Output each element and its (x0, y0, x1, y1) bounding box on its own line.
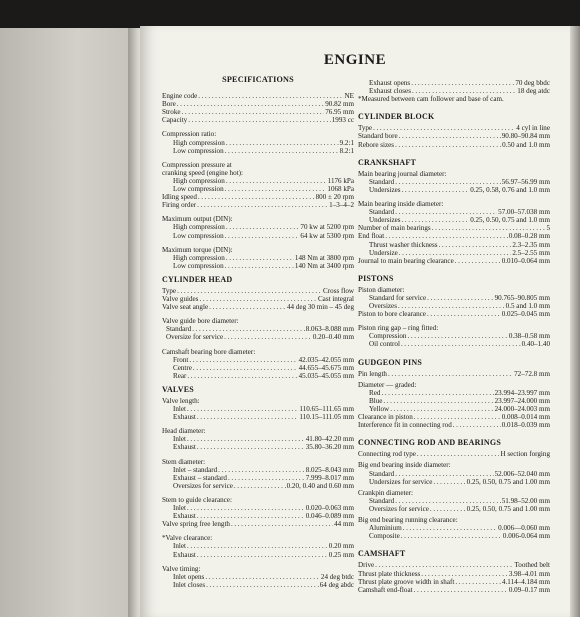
spec-row: Bore ..... 90.82 mm (162, 100, 354, 108)
cylinder-head (162, 287, 354, 311)
spec-row: Valve seat angle ..... 44 deg 30 min – 45 deg (162, 303, 354, 311)
spec-row: Undersizes ..... 0.25, 0.58, 0.76 and 1.0 mm (358, 186, 550, 194)
spec-row: Standard ..... 8.063–8.088 mm (162, 325, 354, 333)
spec-row: Inlet ..... 0.20 mm (162, 542, 354, 550)
spec-row: Stroke ..... 76.95 mm (162, 108, 354, 116)
gudgeon-pins-heading: GUDGEON PINS (358, 357, 422, 367)
page-title: ENGINE (323, 52, 387, 68)
spec-row: Standard ..... 57.00–57.038 mm (358, 208, 550, 216)
spec-row: Number of main bearings ..... 5 (358, 224, 550, 232)
spec-row: Thrust washer thickness ..... 2.3–2.35 mm (358, 241, 550, 249)
spec-row: Clearance in piston ..... 0.008–0.014 mm (358, 413, 550, 421)
stem-diameter: Stem diameter: Inlet – standard ..... 8.025–8.043 mm Exhaust – standard ..... 7.999–8.017 mm Oversizes for service ..... 0.20, 0.40 and 0.60 mm (162, 458, 354, 490)
spec-row: Capacity ..... 1993 cc (162, 116, 354, 124)
spec-row: Type ..... Cross flow (162, 287, 354, 295)
spec-row: Piston to bore clearance ..... 0.025–0.045 mm (358, 310, 550, 318)
spec-row: Connecting rod type ..... H section forging (358, 450, 550, 458)
spec-row: Rear ..... 45.035–45.055 mm (162, 372, 354, 380)
spec-row: Drive ..... Toothed belt (358, 561, 550, 569)
valve-timing: Valve timing: Inlet opens ..... 24 deg btdc Inlet closes ..... 64 deg abdc (162, 565, 354, 589)
spec-row: Camshaft end-float ..... 0.09–0.17 mm (358, 586, 550, 594)
piston-diameter: Piston diameter: Standard for service ..... 90.765–90.805 mm Oversizes ..... 0.5 and 1.0 mm Piston to bore clearance ..... 0.025–0.045 mm (358, 286, 550, 318)
spec-row: Oil control ..... 0.40–1.40 (358, 340, 550, 348)
spec-row: Oversizes for service ..... 0.25, 0.50, 0.75 and 1.00 mm (358, 505, 550, 513)
spec-row: Valve guides ..... Cast integral (162, 295, 354, 303)
ring-gap: Piston ring gap – ring fitted: Compression ..... 0.38–0.58 mm Oil control ..... 0.40–1.40 (358, 324, 550, 348)
camshaft-heading: CAMSHAFT (358, 549, 406, 559)
spec-row: Pin length ..... 72–72.8 mm (358, 370, 550, 378)
spec-row: Thrust plate groove width in shaft ..... 4.114–4.184 mm (358, 578, 550, 586)
connecting-rod-heading: CONNECTING ROD AND BEARINGS (358, 438, 501, 448)
spec-row: Inlet opens ..... 24 deg btdc (162, 573, 354, 581)
spec-row: Thrust plate thickness ..... 3.98–4.01 mm (358, 570, 550, 578)
gudgeon-pins: Pin length ..... 72–72.8 mm Diameter — graded: Red ..... 23.994–23.997 mm Blue ..... 23.997–24.000 mm Yellow ..... 24.000–24.003 mm Clearance in piston ..... 0.008–0.014 mm Interference fit in connecting rod ..... 0.018–0.039 mm (358, 370, 550, 430)
spec-row: Low compression ..... 1068 kPa (162, 185, 354, 193)
compression-ratio: Compression ratio: High compression ..... 9.2:1 Low compression ..... 8.2:1 (162, 130, 354, 154)
crankshaft-heading: CRANKSHAFT (358, 157, 417, 167)
spec-row: Exhaust ..... 110.15–111.05 mm (162, 413, 354, 421)
spec-row: Interference fit in connecting rod ..... 0.018–0.039 mm (358, 421, 550, 429)
spec-page (140, 26, 570, 617)
exhaust-timing (358, 79, 550, 103)
spec-row: Standard for service ..... 90.765–90.805 mm (358, 294, 550, 302)
spec-row: Rebore sizes ..... 0.50 and 1.0 mm (358, 141, 550, 149)
spec-row: Exhaust closes ..... 18 deg atdc (358, 87, 550, 95)
specifications-heading: SPECIFICATIONS (222, 75, 294, 84)
spec-row: Composite ..... 0.006-0.064 mm (358, 532, 550, 540)
maximum-torque: Maximum torque (DIN): High compression ..... 148 Nm at 3800 rpm Low compression ..... 140 Nm at 3400 rpm (162, 246, 354, 270)
valve-length: Valve length: Inlet ..... 110.65–111.65 mm Exhaust ..... 110.15–111.05 mm (162, 397, 354, 421)
spec-row: Firing order ..... 1–3–4–2 (162, 201, 354, 209)
spec-row: Exhaust ..... 0.25 mm (162, 551, 354, 559)
head-diameter: Head diameter: Inlet ..... 41.80–42.20 mm Exhaust ..... 35.80–36.20 mm (162, 427, 354, 451)
spec-row: Oversizes ..... 0.5 and 1.0 mm (358, 302, 550, 310)
spec-row: Inlet ..... 110.65–111.65 mm (162, 405, 354, 413)
spec-row: Standard bore ..... 90.80–90.84 mm (358, 132, 550, 140)
spec-row: Standard ..... 51.98–52.00 mm (358, 497, 550, 505)
basic-specs (162, 92, 354, 124)
spec-row: Aluminium ..... 0.006—0.060 mm (358, 524, 550, 532)
spec-row: Blue ..... 23.997–24.000 mm (358, 397, 550, 405)
spec-row: Inlet closes ..... 64 deg abdc (162, 581, 354, 589)
spec-row: Type ..... 4 cyl in line (358, 124, 550, 132)
spec-row: High compression ..... 9.2:1 (162, 139, 354, 147)
cylinder-head-heading: CYLINDER HEAD (162, 274, 233, 284)
right-column (358, 79, 550, 600)
spec-row: Exhaust ..... 35.80–36.20 mm (162, 443, 354, 451)
maximum-output: Maximum output (DIN): High compression ..... 70 kw at 5200 rpm Low compression ..... 64 kw at 5300 rpm (162, 215, 354, 239)
cylinder-block-heading: CYLINDER BLOCK (358, 112, 435, 122)
spec-row: High compression ..... 1176 kPa (162, 177, 354, 185)
compression-pressure: Compression pressure at cranking speed (engine hot): High compression ..... 1176 kPa Low compression ..... 1068 kPa Idling speed ..... 800 ± 20 rpm Firing order ..... 1–3–4–2 (162, 161, 354, 210)
spec-row: Inlet ..... 0.020–0.063 mm (162, 504, 354, 512)
spec-row: Oversizes for service ..... 0.20, 0.40 and 0.60 mm (162, 482, 354, 490)
spec-row: High compression ..... 70 kw at 5200 rpm (162, 223, 354, 231)
spec-row: Low compression ..... 8.2:1 (162, 147, 354, 155)
spec-row: Red ..... 23.994–23.997 mm (358, 389, 550, 397)
spec-row: Centre ..... 44.655–45.675 mm (162, 364, 354, 372)
footnote: *Measured between cam follower and base of cam. (358, 95, 504, 104)
connecting-rod: Connecting rod type ..... H section forging Big end bearing inside diameter: Standard ..... 52.006–52.040 mm Undersizes for service ..... 0.25, 0.50, 0.75 and 1.00 mm Crankpin diameter: Standard ..... 51.98–52.00 mm Oversizes for service ..... 0.25, 0.50, 0.75 and 1.00 mm Big end bearing running clearance: Aluminium ..... 0.006—0.060 mm Composite ..... 0.006-0.064 mm (358, 450, 550, 540)
spec-row: Oversize for service ..... 0.20–0.40 mm (162, 333, 354, 341)
spec-row: Yellow ..... 24.000–24.003 mm (358, 405, 550, 413)
facing-page (0, 28, 140, 617)
camshaft (358, 561, 550, 593)
stem-guide-clearance: Stem to guide clearance: Inlet ..... 0.020–0.063 mm Exhaust ..... 0.046–0.089 mm Valve spring free length ..... 44 mm (162, 496, 354, 528)
main-inside: Main bearing inside diameter: Standard ..... 57.00–57.038 mm Undersizes ..... 0.25, 0.50, 0.75 and 1.0 mm Number of main bearings ..... 5 End float ..... 0.08–0.28 mm Thrust washer thickness ..... 2.3–2.35 mm Undersize ..... 2.5–2.55 mm Journal to main bearing clearance ..... 0.010–0.064 mm (358, 200, 550, 265)
spec-row: Exhaust – standard ..... 7.999–8.017 mm (162, 474, 354, 482)
spec-row: Exhaust ..... 0.046–0.089 mm (162, 512, 354, 520)
spec-row: Low compression ..... 64 kw at 5300 rpm (162, 232, 354, 240)
valves-heading: VALVES (162, 384, 194, 394)
spec-row: Compression ..... 0.38–0.58 mm (358, 332, 550, 340)
spec-row: Undersize ..... 2.5–2.55 mm (358, 249, 550, 257)
valve-clearance: *Valve clearance: Inlet ..... 0.20 mm Exhaust ..... 0.25 mm (162, 534, 354, 558)
pistons-heading: PISTONS (358, 273, 394, 283)
spec-row: Valve spring free length ..... 44 mm (162, 520, 354, 528)
spec-row: End float ..... 0.08–0.28 mm (358, 232, 550, 240)
spec-row: Inlet – standard ..... 8.025–8.043 mm (162, 466, 354, 474)
main-journal: Main bearing journal diameter: Standard ..... 56.97–56.99 mm Undersizes ..... 0.25, 0.58, 0.76 and 1.0 mm (358, 170, 550, 194)
page-edge (570, 26, 580, 617)
spec-row: Idling speed ..... 800 ± 20 rpm (162, 193, 354, 201)
left-column (162, 76, 354, 595)
spec-row: Exhaust opens ..... 70 deg bbdc (358, 79, 550, 87)
spec-row: Engine code ..... NE (162, 92, 354, 100)
spec-row: Undersizes for service ..... 0.25, 0.50, 0.75 and 1.00 mm (358, 478, 550, 486)
camshaft-bearing-bore: Camshaft bearing bore diameter: Front ..... 42.035–42.055 mm Centre ..... 44.655–45.675 mm Rear ..... 45.035–45.055 mm (162, 348, 354, 380)
valve-guide-bore: Valve guide bore diameter: Standard ..... 8.063–8.088 mm Oversize for service ..... 0.20–0.40 mm (162, 317, 354, 341)
spec-row: Standard ..... 56.97–56.99 mm (358, 178, 550, 186)
spec-row: High compression ..... 148 Nm at 3800 rpm (162, 254, 354, 262)
spec-row: Undersizes ..... 0.25, 0.50, 0.75 and 1.0 mm (358, 216, 550, 224)
cylinder-block (358, 124, 550, 148)
spec-row: Front ..... 42.035–42.055 mm (162, 356, 354, 364)
spec-row: Standard ..... 52.006–52.040 mm (358, 470, 550, 478)
spec-row: Low compression ..... 140 Nm at 3400 rpm (162, 262, 354, 270)
spec-row: Inlet ..... 41.80–42.20 mm (162, 435, 354, 443)
spec-row: Journal to main bearing clearance ..... 0.010–0.064 mm (358, 257, 550, 265)
